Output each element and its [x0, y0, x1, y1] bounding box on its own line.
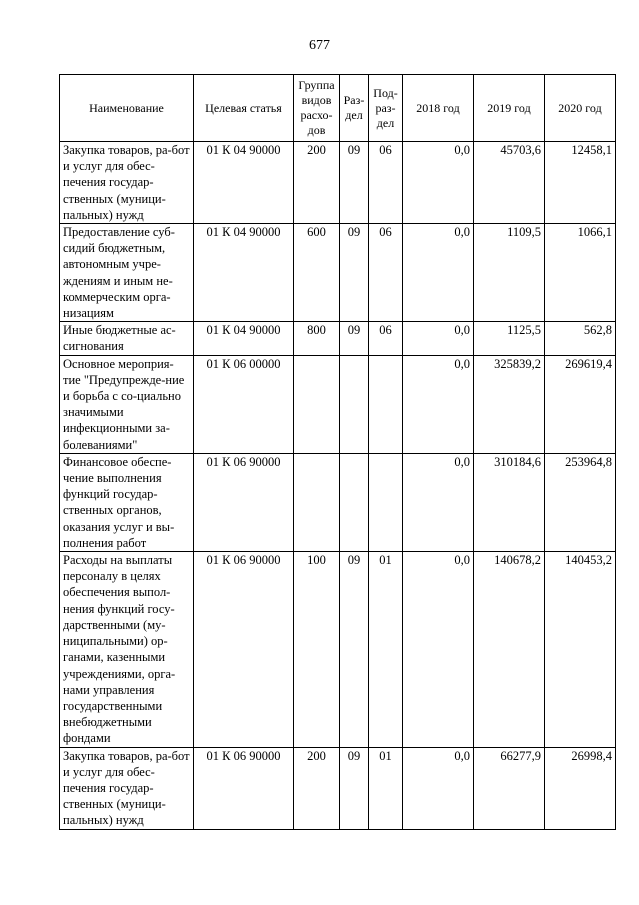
table-row [60, 322, 616, 355]
cell-section: 09 [340, 552, 369, 747]
cell-year-2020: 562,8 [545, 322, 616, 355]
cell-name: Закупка товаров, ра-бот и услуг для обес-печения государ-ственных (муници-пальных) нужд [60, 142, 194, 224]
cell-year-2018: 0,0 [403, 355, 474, 453]
cell-section: 09 [340, 224, 369, 322]
table-row [60, 552, 616, 747]
cell-expense-group: 100 [294, 552, 340, 747]
cell-expense-group [294, 355, 340, 453]
cell-year-2018: 0,0 [403, 552, 474, 747]
cell-subsection [369, 453, 403, 551]
cell-year-2019: 66277,9 [474, 747, 545, 829]
cell-expense-group: 200 [294, 747, 340, 829]
header-year-2020: 2020 год [545, 75, 616, 142]
cell-subsection [369, 355, 403, 453]
cell-year-2018: 0,0 [403, 224, 474, 322]
cell-name: Закупка товаров, ра-бот и услуг для обес-печения государ-ственных (муници-пальных) нужд [60, 747, 194, 829]
cell-expense-group: 600 [294, 224, 340, 322]
cell-year-2019: 45703,6 [474, 142, 545, 224]
cell-expense-group [294, 453, 340, 551]
header-name: Наименование [60, 75, 194, 142]
header-subsection: Под-раз-дел [369, 75, 403, 142]
table-row [60, 453, 616, 551]
cell-name: Предоставление суб-сидий бюджетным, автономным учре-ждениям и иным не-коммерческим орга-низациям [60, 224, 194, 322]
table-row [60, 355, 616, 453]
cell-section [340, 453, 369, 551]
budget-table [59, 74, 616, 830]
cell-year-2018: 0,0 [403, 747, 474, 829]
cell-name: Иные бюджетные ас-сигнования [60, 322, 194, 355]
cell-year-2020: 253964,8 [545, 453, 616, 551]
cell-subsection: 06 [369, 322, 403, 355]
cell-year-2019: 1109,5 [474, 224, 545, 322]
page-number: 677 [309, 38, 330, 53]
cell-year-2020: 269619,4 [545, 355, 616, 453]
cell-section: 09 [340, 322, 369, 355]
cell-year-2019: 310184,6 [474, 453, 545, 551]
cell-expense-group: 800 [294, 322, 340, 355]
cell-expense-group: 200 [294, 142, 340, 224]
cell-year-2020: 140453,2 [545, 552, 616, 747]
cell-year-2020: 26998,4 [545, 747, 616, 829]
cell-target-article: 01 К 06 90000 [194, 453, 294, 551]
cell-target-article: 01 К 06 00000 [194, 355, 294, 453]
cell-target-article: 01 К 06 90000 [194, 552, 294, 747]
cell-subsection: 01 [369, 552, 403, 747]
table-row [60, 224, 616, 322]
cell-subsection: 06 [369, 224, 403, 322]
cell-year-2020: 12458,1 [545, 142, 616, 224]
cell-year-2019: 325839,2 [474, 355, 545, 453]
table-header-row [60, 75, 616, 142]
cell-target-article: 01 К 06 90000 [194, 747, 294, 829]
cell-subsection: 01 [369, 747, 403, 829]
header-target-article: Целевая статья [194, 75, 294, 142]
cell-name: Основное мероприя-тие "Предупрежде-ние и борьба с со-циально значимыми инфекционными за-болеваниями" [60, 355, 194, 453]
cell-subsection: 06 [369, 142, 403, 224]
cell-name: Расходы на выплаты персоналу в целях обеспечения выпол-нения функций госу-дарственными (му-ниципальными) ор-ганами, казенными учреждениями, орга-нами управления государственными внебюджетными фондами [60, 552, 194, 747]
cell-target-article: 01 К 04 90000 [194, 142, 294, 224]
cell-year-2019: 1125,5 [474, 322, 545, 355]
cell-year-2018: 0,0 [403, 322, 474, 355]
cell-year-2018: 0,0 [403, 453, 474, 551]
header-section: Раз-дел [340, 75, 369, 142]
cell-target-article: 01 К 04 90000 [194, 224, 294, 322]
cell-section: 09 [340, 142, 369, 224]
cell-target-article: 01 К 04 90000 [194, 322, 294, 355]
header-year-2019: 2019 год [474, 75, 545, 142]
cell-year-2018: 0,0 [403, 142, 474, 224]
cell-section: 09 [340, 747, 369, 829]
table-body [60, 142, 616, 830]
header-year-2018: 2018 год [403, 75, 474, 142]
cell-name: Финансовое обеспе-чение выполнения функций государ-ственных органов, оказания услуг и вы-полнения работ [60, 453, 194, 551]
cell-section [340, 355, 369, 453]
table-row [60, 142, 616, 224]
cell-year-2020: 1066,1 [545, 224, 616, 322]
table-row [60, 747, 616, 829]
cell-year-2019: 140678,2 [474, 552, 545, 747]
header-expense-group: Группа видов расхо-дов [294, 75, 340, 142]
